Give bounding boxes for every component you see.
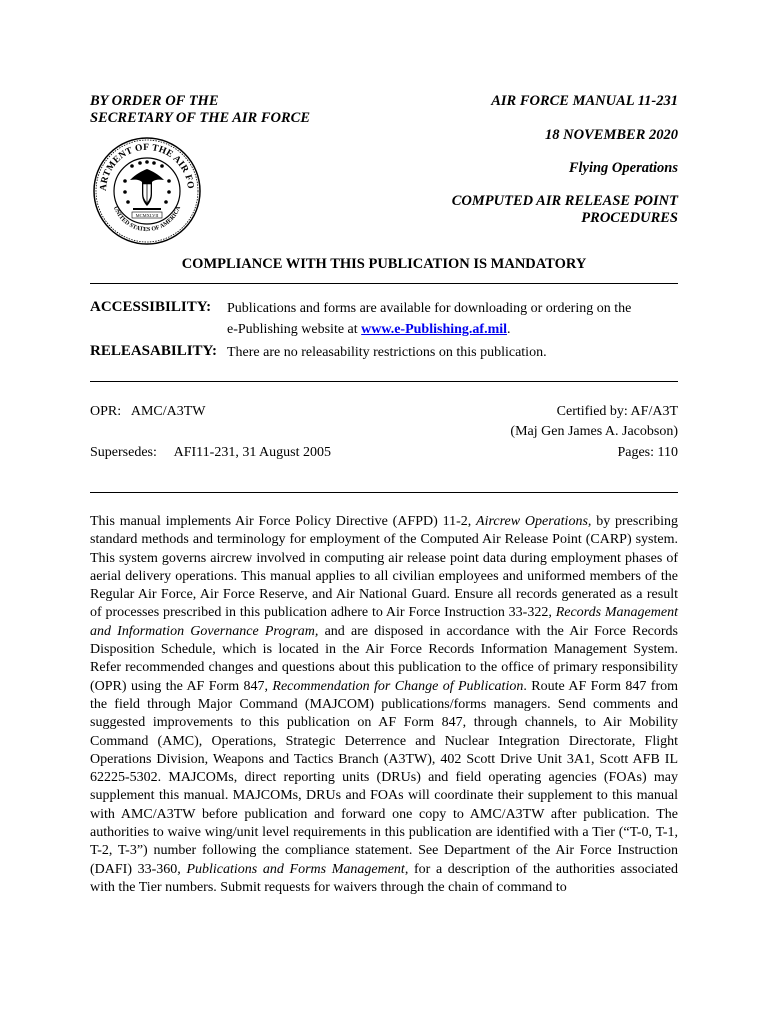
accessibility-line2-text: e-Publishing website at	[227, 322, 362, 337]
body-italic: Recommendation for Change of Publication	[272, 678, 524, 694]
issuing-authority	[90, 93, 390, 127]
header-left-line1: BY ORDER OF THE	[90, 93, 219, 109]
opr-value: AMC/A3TW	[130, 404, 206, 419]
body-text: by prescribing standard methods and terminology for employment of the Computed Air Release Point (CARP) system. This system governs aircrew involved in computing air release point data during employment phases of aerial delivery operations. This manual applies to all civilian employees and uniformed members of the Regular Air Force, Air Force Reserve, and Air National Guard. Ensure all records generated as a result of processes prescribed in this publication adhere to Air Force Instruction 33-322	[90, 514, 678, 621]
document-title	[452, 193, 678, 227]
air-force-seal	[92, 136, 202, 246]
supersedes-field	[90, 442, 331, 463]
divider	[90, 381, 678, 382]
title-line1: COMPUTED AIR RELEASE POINT	[451, 193, 678, 209]
certified-by: Certified by: AF/A3T	[556, 404, 678, 419]
accessibility-period: .	[507, 322, 511, 337]
svg-text:MCMXLVII: MCMXLVII	[135, 213, 159, 218]
publication-date: 18 NOVEMBER 2020	[545, 127, 678, 143]
divider	[90, 283, 678, 284]
svg-text:DEPARTMENT OF THE AIR FORCE: ARTMENT OF THE AIR FO	[98, 142, 196, 192]
title-line2: PROCEDURES	[581, 210, 678, 226]
accessibility-line2	[227, 319, 678, 340]
body-paragraph	[90, 513, 678, 897]
body-italic: Publications and Forms Management	[186, 861, 405, 877]
releasability-text: There are no releasability restrictions on this publication.	[227, 345, 547, 360]
header-left-line2: SECRETARY OF THE AIR FORCE	[90, 110, 310, 126]
body-text: and are disposed in accordance with the Air Force Records Disposition Schedule, which is located in the Air Force Records Information Management System. Refer recommended changes and questions about this publication to the office of primary responsibility (OPR) using the AF Form 847,	[90, 623, 679, 694]
accessibility-text	[227, 298, 678, 340]
certifier-name: (Maj Gen James A. Jacobson)	[510, 424, 678, 439]
compliance-statement: COMPLIANCE WITH THIS PUBLICATION IS MANDATORY	[181, 256, 587, 272]
body-text: , for a description of the authorities associated with the Tier numbers. Submit requests for waivers through the chain of command to	[90, 861, 679, 895]
supersedes-label: Supersedes:	[90, 445, 157, 460]
supersedes-value: AFI11-231, 31 August 2005	[173, 445, 332, 460]
body-italic: Aircrew Operations,	[476, 514, 592, 529]
subject-category: Flying Operations	[568, 160, 678, 176]
releasability-label: RELEASABILITY:	[90, 343, 217, 359]
seal-icon	[92, 136, 202, 246]
body-text: This manual implements Air Force Policy Directive (AFPD) 11-2,	[90, 514, 477, 529]
accessibility-line1: Publications and forms are available for downloading or ordering on the	[227, 301, 632, 316]
manual-number: AIR FORCE MANUAL 11-231	[491, 93, 678, 109]
e-publishing-link[interactable]: www.e-Publishing.af.mil	[361, 322, 508, 337]
divider	[90, 492, 678, 493]
opr-field	[90, 401, 206, 422]
body-text: . Route AF Form 847 from the field through Major Command (MAJCOM) publications/forms managers. Send comments and suggested improvements to this publication on AF Form 847, through channels, to Air Mobility Command (AMC), Operations, Strategic Deterrence and Nuclear Integration Directorate, Flight Operations Division, Weapons and Tactics Branch (A3TW), 402 Scott Drive Unit 3A1, Scott AFB IL 62225-5302. MAJCOMs, direct reporting units (DRUs) and field operating agencies (FOAs) may supplement this manual. MAJCOMs, DRUs and FOAs will coordinate their supplement to this manual with AMC/A3TW before publication and forward one copy to AMC/A3TW after publication. The authorities to waive wing/unit level requirements in this publication are identified with a Tier (“T-0, T-1, T-2, T-3”) number following the compliance statement. See Department of the Air Force Instruction (DAFI) 33-360,	[90, 678, 678, 877]
page-count: Pages: 110	[617, 445, 678, 460]
body-italic: , Records Management and Information Governance Program,	[90, 605, 678, 639]
opr-label: OPR:	[90, 404, 122, 419]
accessibility-label: ACCESSIBILITY:	[90, 299, 212, 315]
svg-text:UNITED STATES OF AMERICA: UNITED STATES OF AMERICA	[111, 205, 183, 234]
